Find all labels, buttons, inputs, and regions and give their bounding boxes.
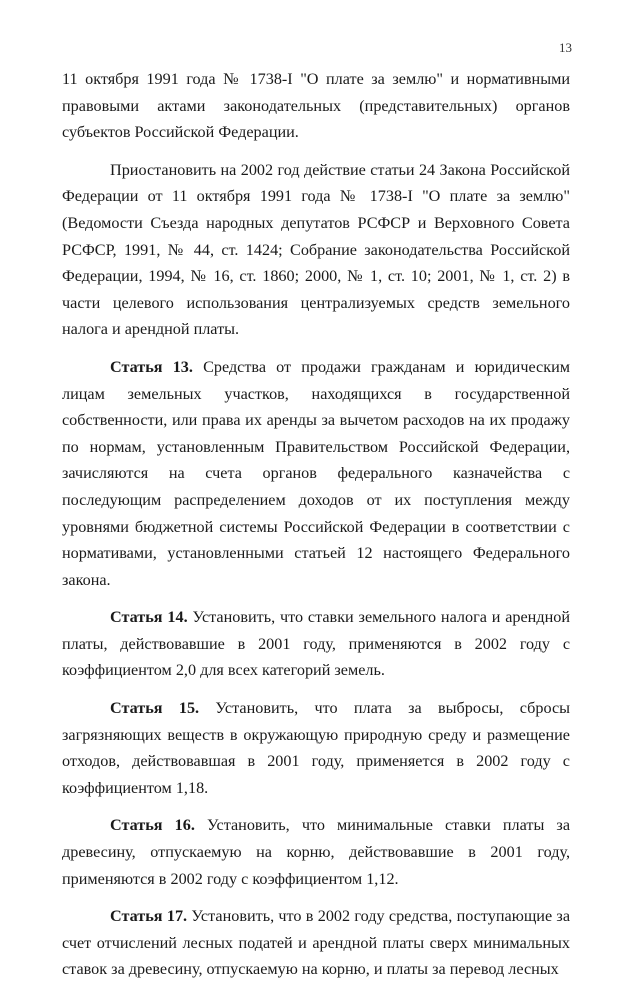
paragraph-text: 11 октября 1991 года № 1738-I "О плате за землю" и нормативными правовыми актами законодательных (представительных) органов субъектов Российской Федерации.	[62, 70, 570, 142]
article-text: Средства от продажи гражданам и юридическим лицам земельных участков, находящихся в государственной собственности, или права их аренды за вычетом расходов на их продажу по нормам, установленным Правительством Российской Федерации, зачисляются на счета органов федерального казначейства с последующим распределением доходов от их поступления между уровнями бюджетной системы Российской Федерации в соответствии с нормативами, установленными статьей 12 настоящего Федерального закона.	[62, 357, 571, 589]
article-label: Статья 16.	[110, 816, 195, 835]
article-label: Статья 17.	[110, 907, 188, 926]
article-text: Установить, что минимальные ставки платы за древесину, отпускаемую на корню, действовавшие в 2001 году, применяются в 2002 году с коэффициентом 1,12.	[62, 816, 570, 888]
paragraph-suspension	[62, 157, 570, 343]
article-16	[62, 812, 570, 892]
article-text: Установить, что ставки земельного налога и арендной платы, действовавшие в 2001 году, применяются в 2002 году с коэффициентом 2,0 для всех категорий земель.	[62, 608, 570, 680]
article-label: Статья 14.	[110, 608, 188, 627]
article-14	[62, 604, 570, 684]
page-number: 13	[559, 40, 572, 55]
article-15	[62, 695, 570, 801]
article-text: Установить, что в 2002 году средства, поступающие за счет отчислений лесных податей и арендной платы сверх минимальных ставок за древесину, отпускаемую на корню, и платы за перевод лесных	[62, 907, 571, 979]
article-13	[62, 354, 570, 593]
paragraph-text: Приостановить на 2002 год действие статьи 24 Закона Российской Федерации от 11 октября 1991 года № 1738-I "О плате за землю" (Ведомости Съезда народных депутатов РСФСР и Верховного Совета РСФСР, 1991, № 44, ст. 1424; Собрание законодательства Российской Федерации, 1994, № 16, ст. 1860; 2000, № 1, ст. 10; 2001, № 1, ст. 2) в части целевого использования централизуемых средств земельного налога и арендной платы.	[62, 160, 570, 339]
paragraph-continuation	[62, 66, 570, 146]
article-17	[62, 903, 570, 983]
article-label: Статья 15.	[110, 699, 200, 718]
article-text: Установить, что плата за выбросы, сбросы загрязняющих веществ в окружающую природную среду и размещение отходов, действовавшая в 2001 году, применяется в 2002 году с коэффициентом 1,18.	[62, 699, 571, 797]
article-label: Статья 13.	[110, 357, 193, 376]
document-body	[62, 66, 570, 994]
